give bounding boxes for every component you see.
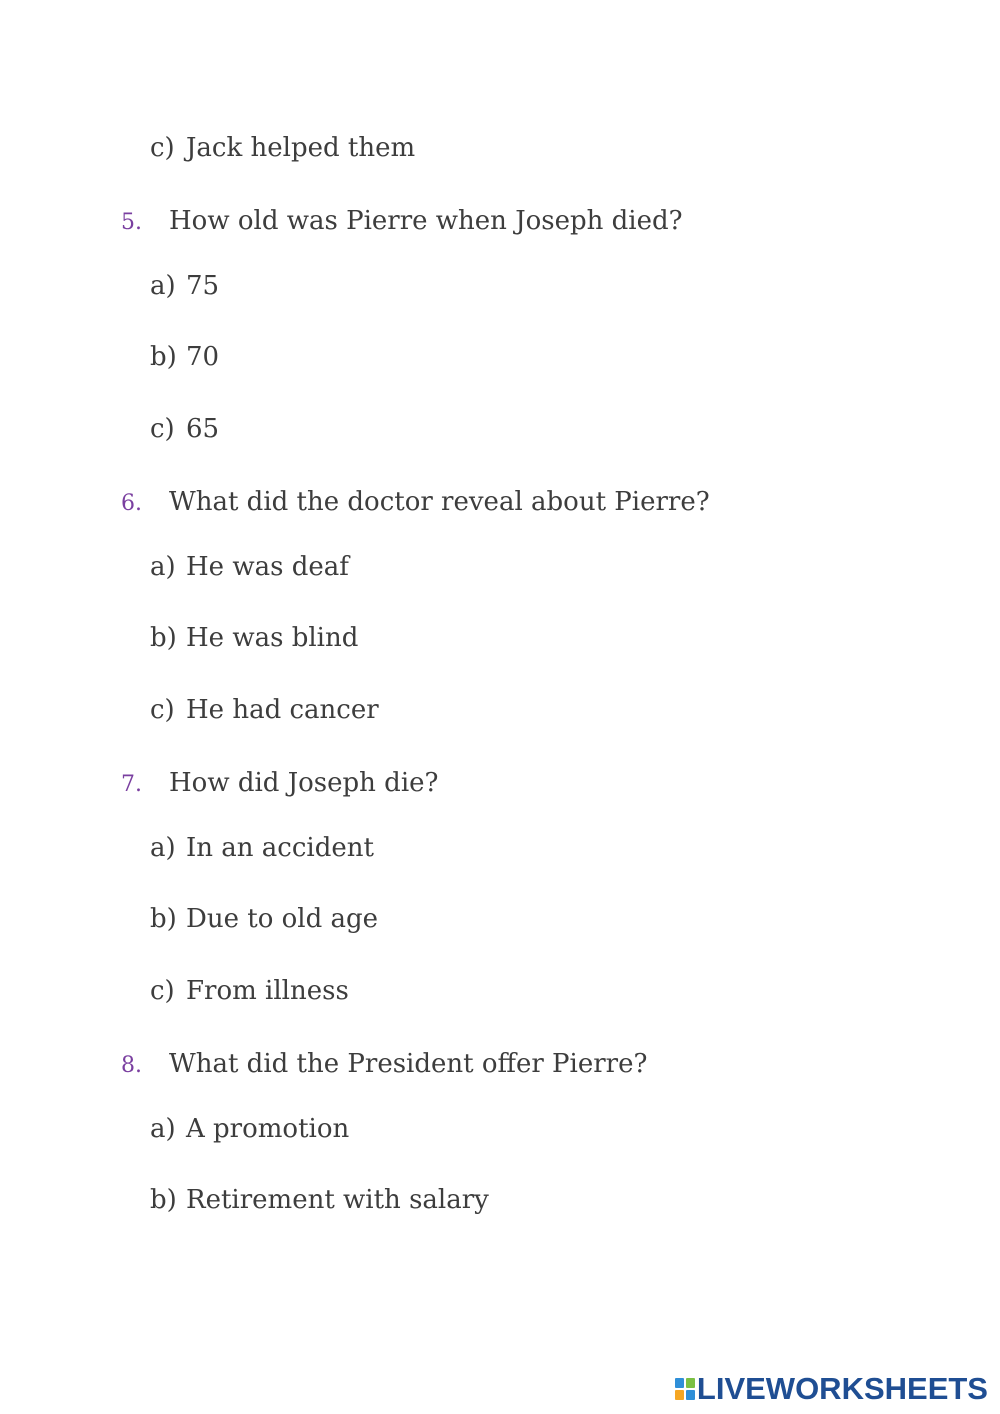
option-letter: c): [150, 976, 175, 1006]
option-letter: c): [150, 695, 175, 725]
option-letter: b): [150, 1185, 177, 1215]
question-number: 7.: [121, 772, 142, 797]
question-number: 8.: [121, 1053, 142, 1078]
option-letter: c): [150, 133, 175, 163]
question-text: What did the doctor reveal about Pierre?: [169, 487, 710, 517]
option-text: Retirement with salary: [186, 1185, 489, 1215]
question-text: What did the President offer Pierre?: [169, 1049, 648, 1079]
option-text: 70: [186, 342, 220, 372]
option-text: He had cancer: [186, 695, 379, 725]
option-text: In an accident: [186, 833, 374, 863]
liveworksheets-logo: [675, 1372, 988, 1406]
option-text: Due to old age: [186, 904, 379, 934]
question-text: How old was Pierre when Joseph died?: [169, 206, 683, 236]
option-text: From illness: [186, 976, 349, 1006]
option-letter: b): [150, 342, 177, 372]
logo-text: LIVEWORKSHEETS: [696, 1371, 988, 1406]
option-letter: a): [150, 271, 176, 301]
option-text: Jack helped them: [186, 133, 416, 163]
option-text: 65: [186, 414, 220, 444]
option-letter: b): [150, 623, 177, 653]
option-text: 75: [186, 271, 220, 301]
question-number: 6.: [121, 491, 142, 516]
question-text: How did Joseph die?: [169, 768, 439, 798]
option-letter: a): [150, 552, 176, 582]
option-text: A promotion: [186, 1114, 350, 1144]
question-number: 5.: [121, 210, 142, 235]
option-letter: c): [150, 414, 175, 444]
logo-mark-icon: [675, 1378, 695, 1400]
option-text: He was blind: [186, 623, 359, 653]
option-letter: a): [150, 1114, 176, 1144]
option-letter: a): [150, 833, 176, 863]
option-letter: b): [150, 904, 177, 934]
option-text: He was deaf: [186, 552, 349, 582]
